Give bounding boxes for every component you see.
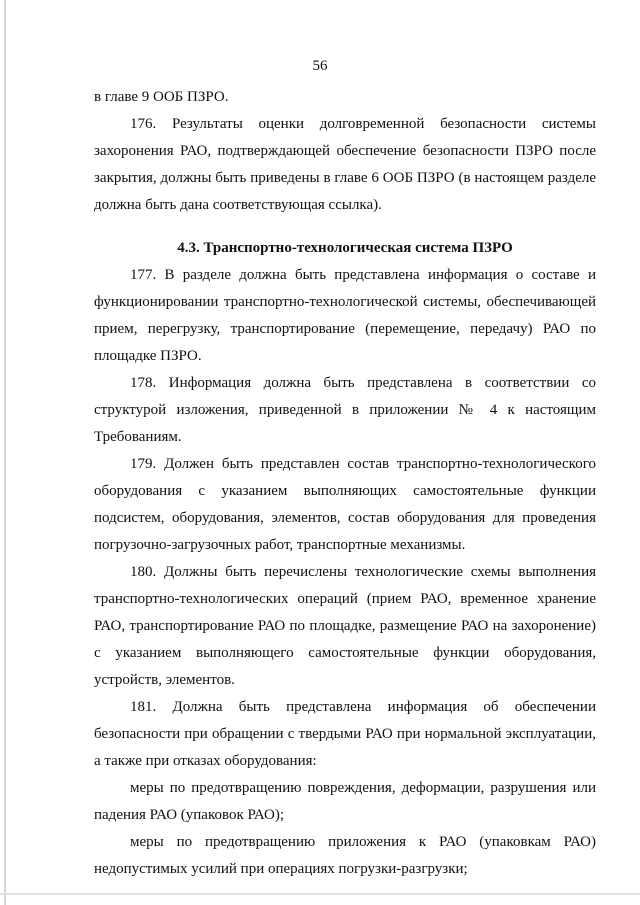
paragraph-179: 179. Должен быть представлен состав транспортно-технологического оборудования с указанием выполняющих самостоятельные функции подсистем, оборудования, элементов, состав оборудования для проведения погрузочно-загрузочных работ, транспортные механизмы.	[94, 456, 596, 553]
section-heading: 4.3. Транспортно-технологическая система ПЗРО	[177, 240, 513, 256]
list-item-load-prevention: меры по предотвращению приложения к РАО (упаковкам РАО) недопустимых усилий при операциях погрузки-разгрузки;	[94, 834, 596, 877]
paragraph-176: 176. Результаты оценки долговременной безопасности системы захоронения РАО, подтверждающей обеспечение безопасности ПЗРО после закрытия, должны быть приведены в главе 6 ООБ ПЗРО (в настоящем разделе должна быть дана соответствующая ссылка).	[94, 116, 596, 213]
document-body	[94, 84, 596, 883]
paragraph-180: 180. Должны быть перечислены технологические схемы выполнения транспортно-технологических операций (прием РАО, временное хранение РАО, транспортирование РАО по площадке, размещение РАО на захоронение) с указанием выполняющего самостоятельные функции оборудования, устройств, элементов.	[94, 564, 596, 688]
paragraph-continuation: в главе 9 ООБ ПЗРО.	[94, 89, 229, 105]
paragraph-181: 181. Должна быть представлена информация об обеспечении безопасности при обращении с твердыми РАО при нормальной эксплуатации, а также при отказах оборудования:	[94, 699, 596, 769]
page-number: 56	[312, 58, 328, 74]
paragraph-178: 178. Информация должна быть представлена в соответствии со структурой изложения, приведенной в приложении № 4 к настоящим Требованиям.	[94, 375, 596, 445]
paragraph-177: 177. В разделе должна быть представлена информация о составе и функционировании транспортно-технологической системы, обеспечивающей прием, перегрузку, транспортирование (перемещение, передачу) РАО по площадке ПЗРО.	[94, 267, 596, 364]
scan-left-edge	[4, 0, 6, 905]
scan-bottom-edge	[0, 893, 640, 895]
list-item-damage-prevention: меры по предотвращению повреждения, деформации, разрушения или падения РАО (упаковок РАО);	[94, 780, 596, 823]
